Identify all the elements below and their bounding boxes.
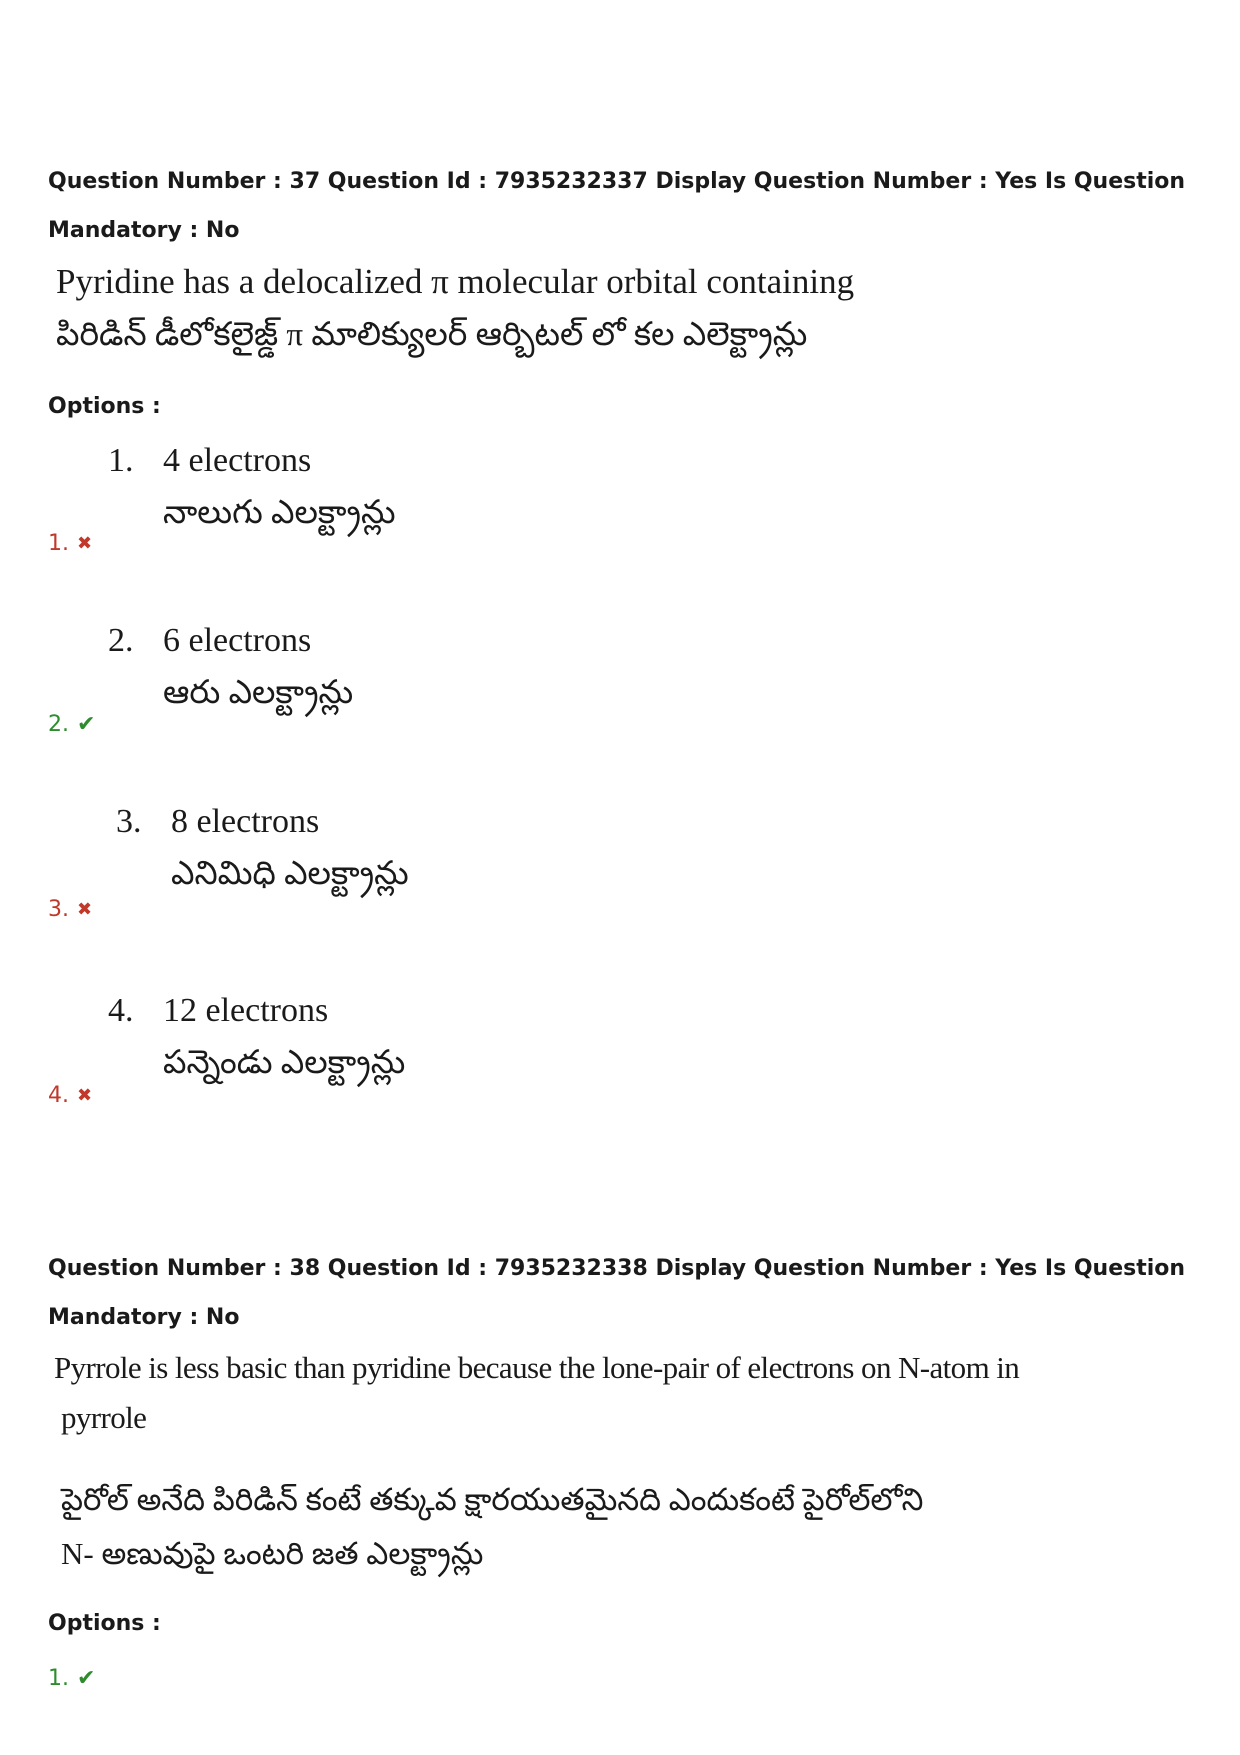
option-marker [48,1083,92,1108]
check-icon: ✔ [77,712,96,737]
option-text-telugu: పన్నెండు ఎలక్ట్రాన్లు [163,1045,406,1081]
option-number: 1. [48,531,69,556]
option-marker [48,897,92,922]
question-text-english: Pyridine has a delocalized π molecular orbital containing [56,262,855,301]
options-label: Options : [48,394,161,419]
option-text-english: 4 electrons [163,442,312,479]
option-text-telugu: ఎనిమిధి ఎలక్ట్రాన్లు [171,856,409,892]
option-marker [48,531,92,556]
check-icon: ✔ [77,1666,96,1691]
question-header [48,157,1208,255]
option-number: 3. [48,897,69,922]
option-inner-number: 4. [108,992,134,1029]
cross-icon: ✖ [77,899,93,920]
option-text-english: 6 electrons [163,622,312,659]
option-inner-number: 3. [116,803,142,840]
question-header-line-2: Mandatory : No [48,1305,240,1330]
question-text-telugu-line-2: N- అణువుపై ఒంటరి జత ఎలక్ట్రాన్లు [61,1536,484,1571]
question-text-english-line-1: Pyrrole is less basic than pyridine because the lone-pair of electrons on N-atom in [54,1350,1020,1385]
option-text-telugu: నాలుగు ఎలక్ట్రాన్లు [163,495,396,531]
cross-icon: ✖ [77,533,93,554]
option-text-telugu: ఆరు ఎలక్ట్రాన్లు [163,675,354,711]
option-inner-number: 1. [108,442,134,479]
option-inner-number: 2. [108,622,134,659]
question-text-english-line-2: pyrrole [61,1400,147,1435]
question-text-telugu: పిరిడిన్ డీలోకలైజ్డ్ π మాలిక్యులర్ ఆర్బిటల్ లో కల ఎలెక్ట్రాన్లు [56,317,808,353]
option-number: 1. [48,1666,69,1691]
question-header-line-1: Question Number : 38 Question Id : 7935232338 Display Question Number : Yes Is Question [48,1256,1186,1281]
question-text-telugu-line-1: పైరోల్ అనేది పిరిడిన్ కంటే తక్కువ క్షారయుతమైనది ఎందుకంటే పైరోల్‌లోని [61,1482,924,1517]
question-header-line-1: Question Number : 37 Question Id : 7935232337 Display Question Number : Yes Is Question [48,169,1186,194]
option-text-english: 8 electrons [171,803,320,840]
cross-icon: ✖ [77,1085,93,1106]
option-number: 4. [48,1083,69,1108]
option-marker [48,712,95,737]
option-number: 2. [48,712,69,737]
question-header [48,1244,1208,1342]
option-marker [48,1666,95,1691]
question-header-line-2: Mandatory : No [48,218,240,243]
option-text-english: 12 electrons [163,992,329,1029]
options-label: Options : [48,1611,161,1636]
